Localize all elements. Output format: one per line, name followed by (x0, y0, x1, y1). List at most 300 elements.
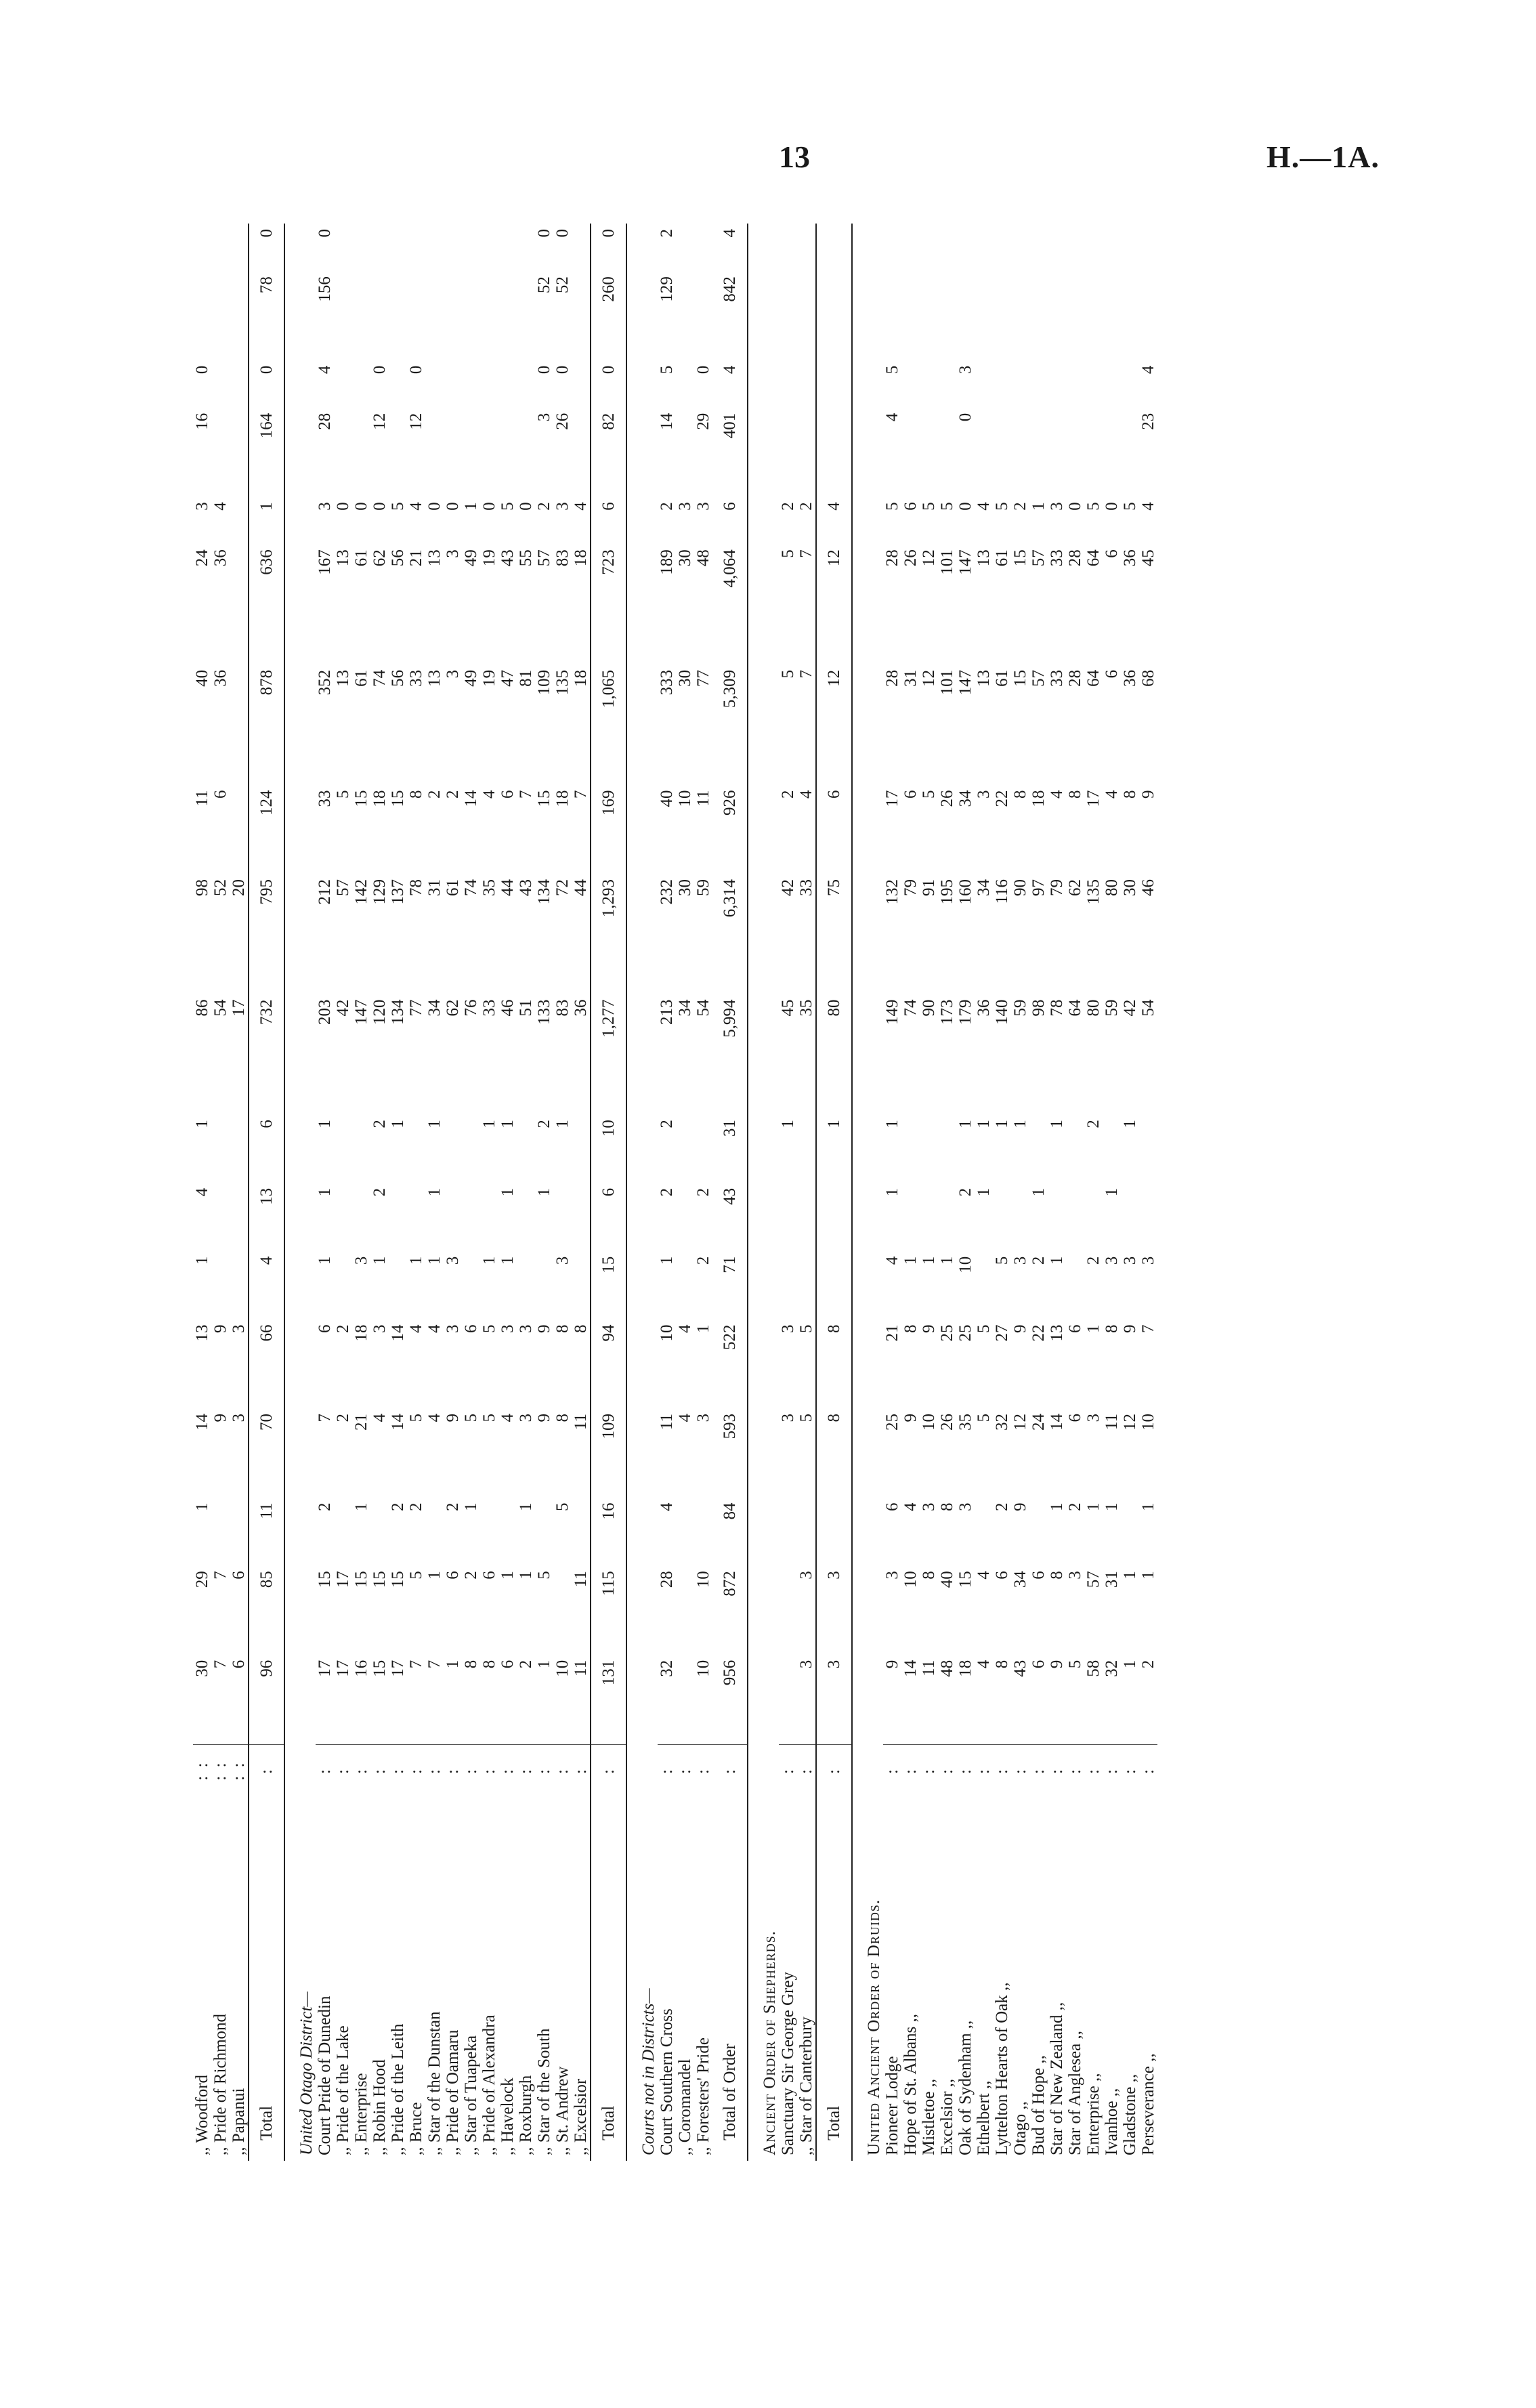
table-cell: 30 (676, 549, 694, 567)
table-cell: 3 (498, 1324, 517, 1333)
table-cell: 48 (938, 1655, 956, 1745)
table-cell: 1 (901, 1256, 920, 1265)
table-cell: 74 (462, 879, 480, 896)
table-cell: 5 (462, 1413, 480, 1422)
table-cell: 52 (535, 276, 553, 294)
table-cell: 4 (370, 1413, 389, 1422)
table-cell (901, 224, 920, 271)
table-cell: 0 (535, 365, 553, 375)
table-cell: 5 (553, 1502, 572, 1511)
table-cell: 5 (498, 502, 517, 511)
table-cell: 8 (901, 1324, 920, 1333)
table-cell: 4 (816, 497, 852, 544)
row-label: ,, Pride of the Lake (334, 2025, 352, 2155)
table-cell: 61 (444, 879, 462, 896)
table-cell: 732 (249, 994, 284, 1115)
table-cell: 11 (1103, 1413, 1121, 1431)
table-cell (676, 1114, 694, 1183)
table-cell: 55 (517, 549, 535, 567)
table-cell (975, 224, 993, 271)
table-cell: 9 (901, 1413, 920, 1422)
table-cell (1048, 1183, 1066, 1251)
leader-dots: : (480, 1767, 498, 1774)
table-cell: 3 (444, 669, 462, 679)
table-cell: 90 (1011, 879, 1029, 896)
table-cell: 4 (712, 360, 748, 408)
table-cell: 24 (1029, 1413, 1048, 1431)
table-cell: 2 (779, 790, 797, 799)
table-cell (779, 1183, 797, 1251)
table-cell (1139, 271, 1157, 360)
table-cell: 8 (480, 1655, 498, 1745)
table-cell: 80 (1103, 879, 1121, 896)
table-cell: 1 (1121, 1655, 1139, 1745)
table-cell: 6 (883, 1502, 901, 1511)
table-cell: 11 (694, 790, 712, 807)
table-cell (1011, 1183, 1029, 1251)
table-cell: 5 (480, 1413, 498, 1422)
table-cell: 156 (316, 276, 334, 302)
row-label: ,, Roxburgh (517, 2075, 535, 2155)
table-cell (938, 1183, 956, 1251)
table-cell: 132 (883, 879, 901, 905)
section-heading-row (284, 224, 316, 2161)
table-cell: 33 (1048, 549, 1066, 567)
table-cell (230, 784, 249, 874)
table-cell (352, 1114, 370, 1183)
table-cell (334, 1251, 352, 1319)
table-cell (352, 271, 370, 360)
table-cell: 15 (956, 1571, 975, 1588)
table-cell: 10 (920, 1413, 938, 1431)
table-cell (1121, 1497, 1139, 1565)
table-cell: 0 (956, 413, 975, 422)
table-cell (901, 1183, 920, 1251)
table-cell: 28 (658, 1571, 676, 1588)
table-cell: 7 (1139, 1324, 1157, 1333)
leader-dots: : (975, 1767, 993, 1774)
table-cell: 1 (694, 1324, 712, 1333)
table-cell: 4 (407, 1324, 425, 1333)
table-cell: 1 (1011, 1120, 1029, 1128)
table-cell: 2 (334, 1413, 352, 1422)
table-cell: 15 (370, 1571, 389, 1588)
table-cell: 6 (1029, 1571, 1048, 1580)
table-cell (920, 271, 938, 360)
table-cell: 5 (407, 1571, 425, 1580)
table-cell: 3 (1066, 1571, 1084, 1580)
leader-dots: : (370, 1767, 389, 1774)
table-cell: 1 (1029, 1187, 1048, 1197)
table-cell: 8 (816, 1408, 852, 1498)
table-cell: 19 (480, 669, 498, 687)
table-cell: 24 (193, 549, 211, 567)
row-label: ,, Havelock (498, 2077, 517, 2155)
table-cell: 12 (920, 669, 938, 687)
table-cell: 17 (230, 999, 248, 1017)
table-cell: 5 (334, 790, 352, 799)
table-cell (993, 408, 1011, 497)
table-cell (1066, 271, 1084, 360)
table-cell: 5 (389, 502, 407, 511)
table-cell: 1 (1121, 1571, 1139, 1580)
table-cell (517, 360, 535, 408)
table-cell (334, 1497, 352, 1565)
table-cell: 1 (352, 1502, 370, 1511)
table-row (975, 224, 993, 2161)
table-cell: 2 (462, 1571, 480, 1580)
table-cell: 36 (975, 999, 993, 1017)
table-cell: 1 (1084, 1324, 1103, 1333)
table-cell: 26 (901, 549, 920, 567)
row-label: ,, Pride of the Leith (389, 2023, 407, 2155)
table-cell: 78 (1048, 999, 1066, 1017)
row-label: ,, Bruce (407, 2102, 425, 2155)
leader-dots: : (425, 1767, 444, 1774)
table-cell (407, 271, 425, 360)
table-cell (676, 1183, 694, 1251)
table-cell: 78 (249, 271, 284, 360)
table-cell: 1 (1139, 1502, 1157, 1511)
table-cell: 1 (938, 1256, 956, 1265)
table-cell (975, 408, 993, 497)
leader-dots: : (1029, 1767, 1048, 1774)
table-cell: 83 (553, 549, 572, 567)
table-cell: 5 (993, 502, 1011, 511)
table-cell: 10 (658, 1324, 676, 1342)
table-cell (334, 408, 352, 497)
table-cell: 6 (1066, 1413, 1084, 1422)
table-row (193, 224, 211, 2161)
table-row (779, 224, 797, 2161)
table-cell: 31 (425, 879, 444, 896)
leader-dots: : (816, 1745, 852, 1797)
table-cell: 7 (572, 790, 590, 799)
table-cell: 32 (658, 1655, 676, 1745)
table-cell: 77 (407, 999, 425, 1017)
table-cell (407, 1114, 425, 1183)
table-cell (425, 408, 444, 497)
table-cell: 64 (1084, 549, 1103, 567)
table-cell: 1 (1048, 1502, 1066, 1511)
table-cell (676, 360, 694, 408)
table-cell: 3 (517, 1413, 535, 1422)
table-cell (1029, 1114, 1048, 1183)
table-cell (230, 224, 249, 271)
table-cell: 9 (1011, 1502, 1029, 1511)
table-cell: 15 (535, 790, 553, 807)
table-cell (211, 1251, 230, 1319)
table-cell (1103, 271, 1121, 360)
table-cell: 5 (779, 669, 797, 679)
table-cell: 94 (591, 1319, 626, 1408)
table-cell: 51 (517, 999, 535, 1017)
table-cell (1011, 360, 1029, 408)
table-cell: 12 (407, 413, 425, 430)
table-cell (920, 1114, 938, 1183)
table-cell: 3 (1048, 502, 1066, 511)
table-cell (694, 224, 712, 271)
table-cell (676, 1655, 694, 1745)
table-cell: 6 (1029, 1655, 1048, 1745)
table-cell: 2 (694, 1187, 712, 1197)
table-row (462, 224, 480, 2161)
table-cell: 1 (553, 1120, 572, 1128)
table-cell: 83 (553, 999, 572, 1017)
table-cell (389, 1251, 407, 1319)
table-cell: 0 (334, 502, 352, 511)
table-cell: 1 (249, 497, 284, 544)
table-cell: 72 (553, 879, 572, 896)
table-row (498, 224, 517, 2161)
table-row (480, 224, 498, 2161)
row-label: ,, Star of the Dunstan (425, 2011, 444, 2155)
table-cell: 62 (370, 549, 389, 567)
leader-dots: : (901, 1767, 920, 1774)
row-label: ,, Excelsior (572, 2078, 590, 2155)
table-cell: 33 (316, 790, 334, 807)
table-cell: 1 (498, 1256, 517, 1265)
table-cell (1121, 1183, 1139, 1251)
leader-dots: : (883, 1767, 901, 1774)
table-cell: 4 (676, 1413, 694, 1422)
table-cell: 3 (779, 1413, 797, 1422)
row-label: Star of New Zealand ,, (1048, 2002, 1066, 2155)
table-cell: 33 (407, 669, 425, 687)
table-cell: 8 (407, 790, 425, 799)
table-cell (334, 224, 352, 271)
table-cell (1066, 1114, 1084, 1183)
table-cell: 4 (425, 1324, 444, 1333)
table-cell: 33 (1048, 669, 1066, 687)
table-cell (956, 224, 975, 271)
table-cell: 2 (1084, 1120, 1103, 1128)
table-cell: 0 (1103, 502, 1121, 511)
table-cell (352, 408, 370, 497)
table-cell (797, 1183, 816, 1251)
table-cell: 7 (517, 790, 535, 799)
table-cell: 33 (480, 999, 498, 1017)
table-cell (425, 1497, 444, 1565)
table-cell: 10 (553, 1655, 572, 1745)
table-cell: 1 (920, 1256, 938, 1265)
table-cell: 1 (1084, 1502, 1103, 1511)
table-cell: 1 (1103, 1502, 1121, 1511)
table-cell: 109 (591, 1408, 626, 1498)
table-cell: 5,994 (712, 994, 748, 1115)
row-label: Enterprise ,, (1084, 2073, 1103, 2155)
table-cell (230, 1183, 249, 1251)
table-cell: 213 (658, 999, 676, 1026)
leader-dots: : (1048, 1767, 1066, 1774)
table-cell: 1 (1048, 1256, 1066, 1265)
table-cell: 2 (444, 1502, 462, 1511)
table-cell: 14 (389, 1324, 407, 1342)
table-cell: 9 (535, 1413, 553, 1422)
table-cell: 3 (517, 1324, 535, 1333)
table-cell: 2 (517, 1655, 535, 1745)
table-cell: 4 (425, 1413, 444, 1422)
table-cell: 1 (816, 1114, 852, 1183)
table-cell: 8 (938, 1502, 956, 1511)
table-cell: 4 (1103, 790, 1121, 799)
table-cell: 18 (553, 790, 572, 807)
table-cell: 1 (370, 1256, 389, 1265)
table-cell: 232 (658, 879, 676, 905)
table-cell: 1 (956, 1120, 975, 1128)
table-cell: 2 (956, 1187, 975, 1197)
table-cell: 5 (1121, 502, 1139, 511)
table-cell: 115 (591, 1565, 626, 1655)
table-cell: 98 (193, 879, 211, 896)
table-cell (1139, 224, 1157, 271)
table-cell: 1 (444, 1655, 462, 1745)
table-cell: 1 (1121, 1120, 1139, 1128)
table-cell: 31 (901, 669, 920, 687)
table-cell: 260 (591, 271, 626, 360)
table-cell (334, 271, 352, 360)
table-cell: 522 (712, 1319, 748, 1408)
table-cell (352, 1183, 370, 1251)
table-cell: 80 (816, 994, 852, 1115)
row-label: Star of Anglesea ,, (1066, 2031, 1084, 2155)
leader-dots: : (389, 1767, 407, 1774)
table-cell: 4 (407, 502, 425, 511)
leader-dots: : (1011, 1767, 1029, 1774)
table-cell: 57 (334, 879, 352, 896)
table-cell: 57 (1084, 1571, 1103, 1588)
page-reference: H.—1A. (1266, 140, 1380, 174)
table-cell: 9 (535, 1324, 553, 1333)
table-cell: 6 (1103, 669, 1121, 679)
table-cell (938, 271, 956, 360)
table-cell (553, 1565, 572, 1655)
row-label: Total of Order (712, 1796, 748, 2161)
table-cell (462, 1251, 480, 1319)
table-cell: 9 (1139, 790, 1157, 799)
table-cell: 17 (334, 1655, 352, 1745)
row-label: ,, Enterprise (352, 2073, 370, 2155)
table-cell: 13 (975, 669, 993, 687)
leader-dots: : (779, 1767, 797, 1774)
table-cell: 6 (993, 1571, 1011, 1580)
leader-dots: : (993, 1767, 1011, 1774)
table-cell (211, 271, 230, 360)
table-cell: 26 (553, 413, 572, 430)
table-cell: 0 (352, 502, 370, 511)
table-row (712, 224, 748, 2161)
row-label: Ivanhoe ,, (1103, 2088, 1121, 2155)
table-cell (975, 1497, 993, 1565)
row-label: Mistletoe ,, (920, 2078, 938, 2155)
table-cell: 6 (901, 502, 920, 511)
leader-dots: : (1084, 1767, 1103, 1774)
table-cell: 96 (249, 1655, 284, 1745)
table-cell: 61 (993, 669, 1011, 687)
table-cell: 2 (1139, 1655, 1157, 1745)
table-cell: 8 (553, 1413, 572, 1422)
table-cell: 2 (779, 502, 797, 511)
table-cell (211, 408, 230, 497)
table-cell (572, 1497, 591, 1565)
table-cell (1103, 360, 1121, 408)
table-cell: 62 (444, 999, 462, 1017)
table-cell (816, 1251, 852, 1319)
table-cell (816, 224, 852, 271)
table-cell: 11 (572, 1571, 590, 1588)
table-cell: 3 (797, 1571, 815, 1580)
table-cell: 11 (920, 1655, 938, 1745)
table-cell: 59 (694, 879, 712, 896)
table-cell: 8 (993, 1655, 1011, 1745)
table-cell (883, 271, 901, 360)
leader-dots: : (1103, 1767, 1121, 1774)
table-cell: 10 (694, 1655, 712, 1745)
table-row (370, 224, 389, 2161)
table-cell: 3 (956, 1502, 975, 1511)
table-cell: 16 (193, 413, 211, 430)
table-cell: 3 (444, 549, 462, 558)
table-cell: 15 (370, 1655, 389, 1745)
table-cell: 5 (920, 502, 938, 511)
table-cell (993, 271, 1011, 360)
table-cell (1066, 1183, 1084, 1251)
table-cell: 30 (676, 879, 694, 896)
row-label: ,, Star of Canterbury (797, 2016, 815, 2155)
row-label: Otago ,, (1011, 2101, 1029, 2155)
leader-dots: : (1066, 1767, 1084, 1774)
table-cell: 13 (193, 1324, 211, 1342)
table-cell: 3 (352, 1256, 370, 1265)
table-cell (230, 271, 249, 360)
table-cell: 98 (1029, 999, 1048, 1017)
table-cell: 1 (535, 1655, 553, 1745)
table-cell: 14 (389, 1413, 407, 1431)
table-cell: 1 (316, 1187, 334, 1197)
table-cell: 2 (535, 1120, 553, 1128)
table-cell: 42 (334, 999, 352, 1017)
table-cell: 134 (389, 999, 407, 1026)
table-cell (425, 271, 444, 360)
table-cell: 1 (425, 1256, 444, 1265)
table-cell: 1 (535, 1187, 553, 1197)
table-cell: 109 (535, 669, 553, 696)
table-cell: 3 (920, 1502, 938, 1511)
table-cell (572, 1114, 591, 1183)
table-cell: 2 (370, 1120, 389, 1128)
table-cell (1029, 224, 1048, 271)
table-cell: 2 (1084, 1256, 1103, 1265)
table-cell: 1 (883, 1120, 901, 1128)
table-cell (779, 271, 797, 360)
table-cell (444, 1114, 462, 1183)
table-cell: 9 (444, 1413, 462, 1422)
table-cell: 21 (883, 1324, 901, 1342)
table-cell: 149 (883, 999, 901, 1026)
table-cell: 6 (712, 497, 748, 544)
table-cell (444, 271, 462, 360)
table-cell (370, 271, 389, 360)
table-cell: 11 (249, 1497, 284, 1565)
leader-dots: : (352, 1767, 370, 1774)
table-cell: 34 (425, 999, 444, 1017)
table-cell: 22 (993, 790, 1011, 807)
table-row (901, 224, 920, 2161)
table-cell (230, 664, 249, 785)
table-cell (230, 544, 249, 664)
table-cell (779, 1497, 797, 1565)
table-cell: 35 (480, 879, 498, 896)
